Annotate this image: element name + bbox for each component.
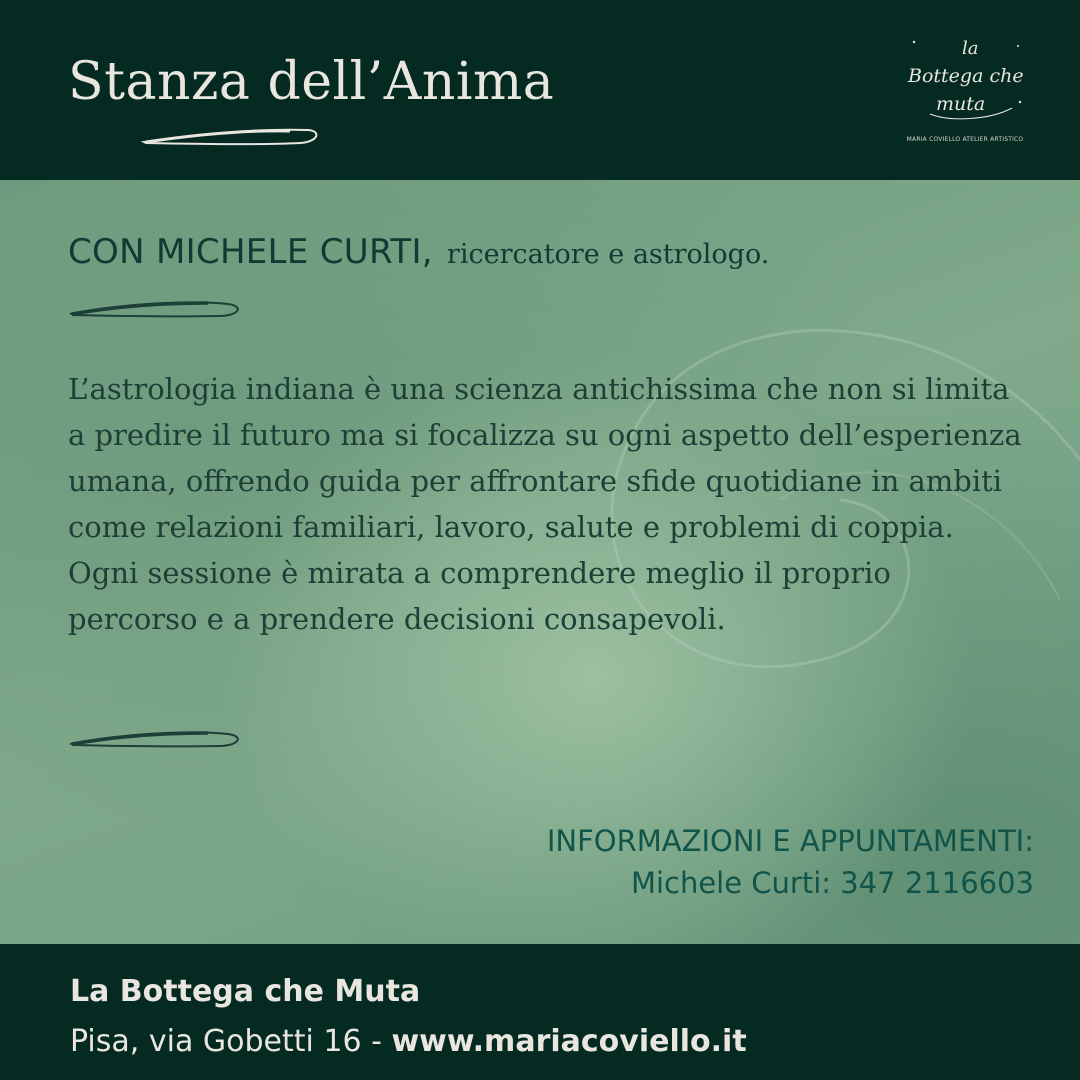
contact-heading: INFORMAZIONI E APPUNTAMENTI: xyxy=(546,824,1034,858)
brand-logo xyxy=(900,32,1030,150)
swash-divider-icon xyxy=(68,296,244,320)
footer-website-link[interactable]: www.mariacoviello.it xyxy=(391,1024,747,1059)
content-panel xyxy=(0,180,1080,944)
description-text xyxy=(68,366,1028,642)
logo-line-3: muta xyxy=(936,93,986,115)
swash-decoration-icon xyxy=(140,122,320,148)
contact-info xyxy=(547,820,1034,904)
swash-divider-icon xyxy=(68,726,244,750)
description-paragraph-2: Ogni sessione è mirata a comprendere meglio il proprio percorso e a prendere decisioni consapevoli. xyxy=(68,556,891,636)
footer-address-line xyxy=(70,1024,747,1059)
logo-line-1: la xyxy=(962,38,979,59)
logo-tagline: MARIA COVIELLO ATELIER ARTISTICO xyxy=(906,136,1024,143)
description-paragraph-1: L’astrologia indiana è una scienza antichissima che non si limita a predire il futuro ma si focalizza su ogni aspetto dell’esperienza umana, offrendo guida per affrontare sfide quotidiane in ambiti come relazioni familiari, lavoro, salute e problemi di coppia. xyxy=(68,372,1022,544)
logo-script-icon xyxy=(900,32,1030,132)
footer-business-name: La Bottega che Muta xyxy=(70,974,421,1009)
speaker-line xyxy=(68,232,769,272)
speaker-name: CON MICHELE CURTI, xyxy=(68,232,433,272)
logo-line-2: Bottega che xyxy=(908,65,1024,87)
header xyxy=(0,0,1080,180)
footer xyxy=(0,944,1080,1080)
contact-phone[interactable]: Michele Curti: 347 2116603 xyxy=(630,866,1034,900)
page-title: Stanza dell’Anima xyxy=(68,52,555,112)
footer-address: Pisa, via Gobetti 16 - xyxy=(70,1024,392,1059)
speaker-role: ricercatore e astrologo. xyxy=(446,239,770,270)
